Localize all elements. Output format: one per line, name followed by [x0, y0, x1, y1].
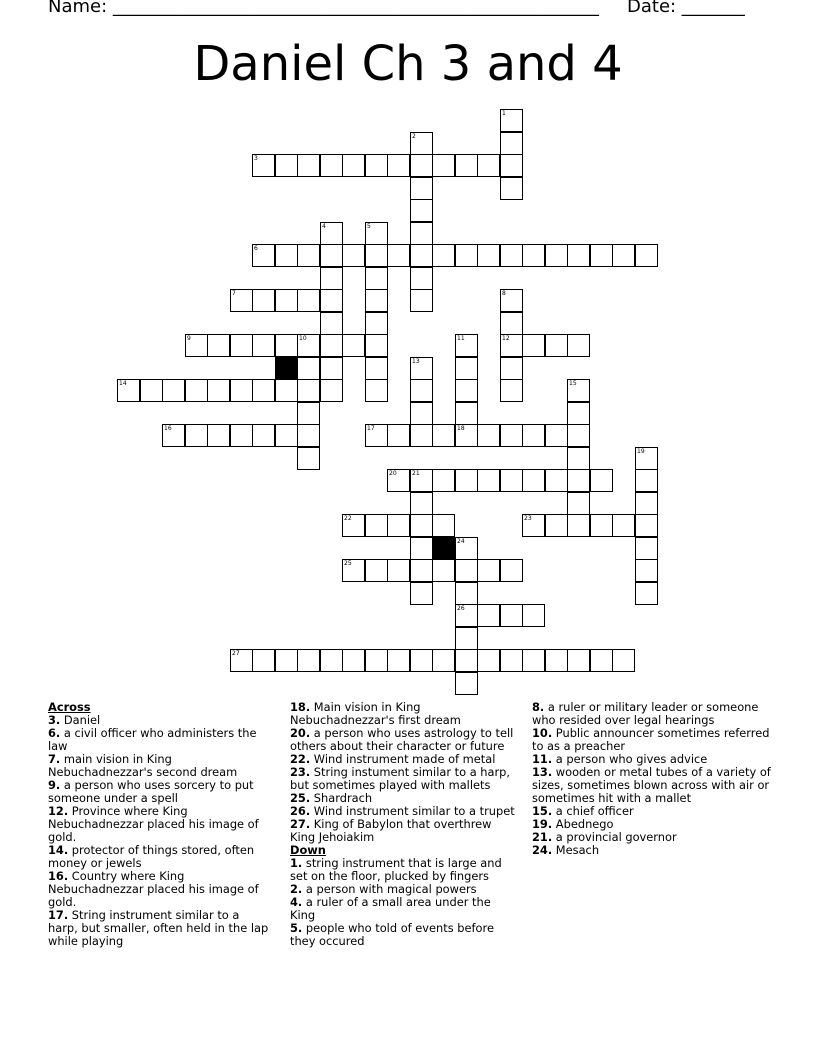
clue-number: 14: [119, 380, 127, 387]
date-field: Date: _______: [627, 0, 745, 17]
black-square: [275, 357, 298, 380]
clue-number: 17: [367, 425, 375, 432]
clue-number: 4: [322, 223, 326, 230]
grid-cell[interactable]: [410, 177, 433, 200]
grid-cell[interactable]: [590, 469, 613, 492]
clue-text: protector of things stored, often money or jewels: [48, 843, 255, 870]
grid-cell[interactable]: [387, 649, 410, 672]
grid-cell[interactable]: [342, 559, 365, 582]
grid-cell[interactable]: [500, 244, 523, 267]
clue-number: 21.: [532, 830, 553, 844]
clue-text: wooden or metal tubes of a variety of sizes, sometimes blown across with air or sometimes hit with a mallet: [532, 765, 771, 805]
grid-cell[interactable]: [185, 424, 208, 447]
grid-cell[interactable]: [252, 244, 275, 267]
across-clue: [48, 844, 270, 870]
grid-cell[interactable]: [567, 469, 590, 492]
grid-cell[interactable]: [432, 649, 455, 672]
clue-number: 17.: [48, 908, 69, 922]
grid-cell[interactable]: [500, 424, 523, 447]
clue-text: main vision in King Nebuchadnezzar's second dream: [48, 752, 238, 779]
grid-cell[interactable]: [432, 469, 455, 492]
grid-cell[interactable]: [410, 402, 433, 425]
grid-cell[interactable]: [387, 244, 410, 267]
across-clue: [48, 805, 270, 844]
grid-cell[interactable]: [522, 514, 545, 537]
clue-text: Abednego: [552, 817, 614, 831]
grid-cell[interactable]: [252, 379, 275, 402]
grid-cell[interactable]: [500, 109, 523, 132]
down-heading: Down: [290, 843, 326, 857]
clue-text: King of Babylon that overthrew King Jehoiakim: [290, 817, 492, 844]
grid-cell[interactable]: [410, 424, 433, 447]
grid-cell[interactable]: [500, 177, 523, 200]
grid-cell[interactable]: [410, 514, 433, 537]
grid-cell[interactable]: [410, 244, 433, 267]
clue-number: 1: [502, 110, 506, 117]
clue-text: a ruler or military leader or someone who resided over legal hearings: [532, 700, 759, 727]
clue-number: 19: [637, 448, 645, 455]
clue-text: Public announcer sometimes referred to as a preacher: [532, 726, 770, 753]
grid-cell[interactable]: [477, 559, 500, 582]
clue-text: a person with magical powers: [302, 882, 477, 896]
grid-cell[interactable]: [567, 649, 590, 672]
grid-cell[interactable]: [455, 604, 478, 627]
grid-cell[interactable]: [500, 469, 523, 492]
clue-number: 18: [457, 425, 465, 432]
grid-cell[interactable]: [320, 379, 343, 402]
grid-cell[interactable]: [612, 244, 635, 267]
clue-number: 4.: [290, 895, 303, 909]
grid-cell[interactable]: [387, 559, 410, 582]
clue-list: [48, 701, 788, 961]
grid-cell[interactable]: [410, 559, 433, 582]
clue-number: 10.: [532, 726, 553, 740]
grid-cell[interactable]: [455, 244, 478, 267]
grid-cell[interactable]: [567, 334, 590, 357]
grid-cell[interactable]: [342, 244, 365, 267]
name-field: Name: ______________________________________________________: [48, 0, 599, 17]
grid-cell[interactable]: [275, 649, 298, 672]
grid-cell[interactable]: [545, 649, 568, 672]
clue-text: people who told of events before they occured: [290, 921, 494, 948]
clue-number: 16: [164, 425, 172, 432]
grid-cell[interactable]: [455, 537, 478, 560]
grid-cell[interactable]: [545, 244, 568, 267]
clue-column-2: [290, 701, 518, 948]
clue-number: 27.: [290, 817, 311, 831]
across-clue: [48, 779, 270, 805]
grid-cell[interactable]: [455, 154, 478, 177]
grid-cell[interactable]: [320, 649, 343, 672]
grid-cell[interactable]: [207, 334, 230, 357]
clue-number: 22.: [290, 752, 311, 766]
grid-cell[interactable]: [297, 334, 320, 357]
clue-number: 22: [344, 515, 352, 522]
grid-cell[interactable]: [410, 199, 433, 222]
grid-cell[interactable]: [410, 154, 433, 177]
across-clue: [48, 870, 270, 909]
grid-cell[interactable]: [522, 244, 545, 267]
grid-cell[interactable]: [410, 357, 433, 380]
clue-text: Country where King Nebuchadnezzar placed his image of gold.: [48, 869, 259, 909]
clue-text: a ruler of a small area under the King: [290, 895, 491, 922]
grid-cell[interactable]: [477, 154, 500, 177]
clue-number: 19.: [532, 817, 553, 831]
grid-cell[interactable]: [590, 514, 613, 537]
grid-cell[interactable]: [297, 289, 320, 312]
grid-cell[interactable]: [410, 379, 433, 402]
clue-number: 9: [187, 335, 191, 342]
grid-cell[interactable]: [320, 267, 343, 290]
clue-number: 12.: [48, 804, 69, 818]
clue-number: 23: [524, 515, 532, 522]
grid-cell[interactable]: [252, 649, 275, 672]
across-clue: [290, 766, 518, 792]
grid-cell[interactable]: [545, 424, 568, 447]
grid-cell[interactable]: [545, 514, 568, 537]
grid-cell[interactable]: [477, 424, 500, 447]
grid-cell[interactable]: [320, 312, 343, 335]
clue-text: Wind instrument similar to a trupet: [310, 804, 515, 818]
grid-cell[interactable]: [162, 424, 185, 447]
grid-cell[interactable]: [545, 334, 568, 357]
grid-cell[interactable]: [365, 244, 388, 267]
across-clue: [48, 753, 270, 779]
grid-cell[interactable]: [252, 289, 275, 312]
grid-cell[interactable]: [522, 424, 545, 447]
clue-text: Wind instrument made of metal: [310, 752, 496, 766]
clue-column-3: [532, 701, 772, 857]
grid-cell[interactable]: [477, 244, 500, 267]
clue-text: Shardrach: [310, 791, 373, 805]
grid-cell[interactable]: [500, 312, 523, 335]
grid-cell[interactable]: [297, 424, 320, 447]
clue-number: 23.: [290, 765, 311, 779]
clue-text: Daniel: [60, 713, 101, 727]
grid-cell[interactable]: [477, 604, 500, 627]
grid-cell[interactable]: [635, 559, 658, 582]
grid-cell[interactable]: [410, 267, 433, 290]
grid-cell[interactable]: [342, 514, 365, 537]
clue-number: 13.: [532, 765, 553, 779]
clue-number: 11: [457, 335, 465, 342]
clue-number: 2: [412, 133, 416, 140]
grid-cell[interactable]: [635, 244, 658, 267]
clue-text: a person who gives advice: [552, 752, 708, 766]
clue-number: 16.: [48, 869, 69, 883]
grid-cell[interactable]: [410, 132, 433, 155]
grid-cell[interactable]: [590, 649, 613, 672]
grid-cell[interactable]: [185, 379, 208, 402]
clue-number: 6: [254, 245, 258, 252]
grid-cell[interactable]: [455, 672, 478, 695]
grid-cell[interactable]: [252, 154, 275, 177]
grid-cell[interactable]: [500, 154, 523, 177]
grid-cell[interactable]: [365, 222, 388, 245]
grid-cell[interactable]: [275, 379, 298, 402]
grid-cell[interactable]: [635, 492, 658, 515]
grid-cell[interactable]: [455, 402, 478, 425]
grid-cell[interactable]: [342, 649, 365, 672]
clue-number: 24: [457, 538, 465, 545]
clue-text: Mesach: [552, 843, 600, 857]
down-clue: [532, 844, 772, 857]
across-clue: [48, 727, 270, 753]
grid-cell[interactable]: [455, 334, 478, 357]
grid-cell[interactable]: [455, 627, 478, 650]
grid-cell[interactable]: [500, 649, 523, 672]
clue-number: 15: [569, 380, 577, 387]
grid-cell[interactable]: [635, 582, 658, 605]
grid-cell[interactable]: [297, 357, 320, 380]
grid-cell[interactable]: [455, 649, 478, 672]
across-clue: [290, 701, 518, 727]
clue-text: Main vision in King Nebuchadnezzar's first dream: [290, 700, 461, 727]
clue-text: String instument similar to a harp, but sometimes played with mallets: [290, 765, 511, 792]
grid-cell[interactable]: [387, 424, 410, 447]
grid-cell[interactable]: [410, 469, 433, 492]
grid-cell[interactable]: [567, 424, 590, 447]
grid-cell[interactable]: [455, 424, 478, 447]
grid-cell[interactable]: [500, 379, 523, 402]
across-clue: [290, 818, 518, 844]
clue-number: 26: [457, 605, 465, 612]
grid-cell[interactable]: [365, 312, 388, 335]
clue-text: Province where King Nebuchadnezzar placed his image of gold.: [48, 804, 259, 844]
grid-cell[interactable]: [365, 267, 388, 290]
grid-cell[interactable]: [275, 289, 298, 312]
grid-cell[interactable]: [500, 132, 523, 155]
grid-cell[interactable]: [455, 379, 478, 402]
grid-cell[interactable]: [477, 649, 500, 672]
grid-cell[interactable]: [140, 379, 163, 402]
grid-cell[interactable]: [162, 379, 185, 402]
grid-cell[interactable]: [365, 559, 388, 582]
grid-cell[interactable]: [297, 402, 320, 425]
clue-number: 7.: [48, 752, 61, 766]
grid-cell[interactable]: [567, 244, 590, 267]
grid-cell[interactable]: [545, 469, 568, 492]
grid-cell[interactable]: [365, 379, 388, 402]
clue-number: 1.: [290, 856, 303, 870]
grid-cell[interactable]: [365, 424, 388, 447]
grid-cell[interactable]: [230, 379, 253, 402]
grid-cell[interactable]: [117, 379, 140, 402]
grid-cell[interactable]: [455, 357, 478, 380]
grid-cell[interactable]: [455, 582, 478, 605]
grid-cell[interactable]: [320, 289, 343, 312]
clue-number: 21: [412, 470, 420, 477]
clue-number: 13: [412, 358, 420, 365]
grid-cell[interactable]: [410, 649, 433, 672]
grid-cell[interactable]: [522, 649, 545, 672]
grid-cell[interactable]: [275, 244, 298, 267]
grid-cell[interactable]: [432, 514, 455, 537]
grid-cell[interactable]: [410, 582, 433, 605]
grid-cell[interactable]: [477, 469, 500, 492]
down-clue: [290, 922, 518, 948]
grid-cell[interactable]: [365, 514, 388, 537]
grid-cell[interactable]: [252, 424, 275, 447]
grid-cell[interactable]: [320, 334, 343, 357]
grid-cell[interactable]: [275, 334, 298, 357]
clue-text: a person who uses sorcery to put someone under a spell: [48, 778, 254, 805]
grid-cell[interactable]: [635, 537, 658, 560]
grid-cell[interactable]: [275, 424, 298, 447]
black-square: [432, 537, 455, 560]
grid-cell[interactable]: [432, 244, 455, 267]
grid-cell[interactable]: [230, 334, 253, 357]
grid-cell[interactable]: [207, 424, 230, 447]
grid-cell[interactable]: [612, 514, 635, 537]
down-clue: [290, 896, 518, 922]
page-title: Daniel Ch 3 and 4: [193, 36, 623, 92]
grid-cell[interactable]: [320, 244, 343, 267]
grid-cell[interactable]: [410, 222, 433, 245]
grid-cell[interactable]: [342, 154, 365, 177]
grid-cell[interactable]: [342, 334, 365, 357]
grid-cell[interactable]: [387, 469, 410, 492]
grid-cell[interactable]: [365, 649, 388, 672]
clue-number: 10: [299, 335, 307, 342]
grid-cell[interactable]: [320, 222, 343, 245]
clue-number: 12: [502, 335, 510, 342]
clue-number: 2.: [290, 882, 303, 896]
clue-number: 27: [232, 650, 240, 657]
grid-cell[interactable]: [432, 424, 455, 447]
grid-cell[interactable]: [635, 514, 658, 537]
grid-cell[interactable]: [567, 447, 590, 470]
grid-cell[interactable]: [297, 154, 320, 177]
down-clue: [532, 701, 772, 727]
grid-cell[interactable]: [207, 379, 230, 402]
clue-number: 25.: [290, 791, 311, 805]
clue-number: 6.: [48, 726, 61, 740]
grid-cell[interactable]: [230, 424, 253, 447]
down-clue: [532, 727, 772, 753]
clue-number: 5: [367, 223, 371, 230]
grid-cell[interactable]: [500, 559, 523, 582]
clue-number: 3: [254, 155, 258, 162]
across-clue: [290, 727, 518, 753]
grid-cell[interactable]: [410, 537, 433, 560]
grid-cell[interactable]: [590, 244, 613, 267]
grid-cell[interactable]: [567, 514, 590, 537]
grid-cell[interactable]: [432, 154, 455, 177]
grid-cell[interactable]: [500, 357, 523, 380]
clue-number: 14.: [48, 843, 69, 857]
clue-text: a chief officer: [552, 804, 634, 818]
grid-cell[interactable]: [365, 357, 388, 380]
grid-cell[interactable]: [185, 334, 208, 357]
clue-number: 8.: [532, 700, 545, 714]
clue-number: 3.: [48, 713, 61, 727]
clue-number: 24.: [532, 843, 553, 857]
grid-cell[interactable]: [320, 357, 343, 380]
grid-cell[interactable]: [635, 447, 658, 470]
grid-cell[interactable]: [567, 492, 590, 515]
clue-text: String instrument similar to a harp, but smaller, often held in the lap while playing: [48, 908, 269, 948]
clue-number: 20: [389, 470, 397, 477]
grid-cell[interactable]: [230, 649, 253, 672]
clue-text: a provincial governor: [552, 830, 677, 844]
grid-cell[interactable]: [297, 649, 320, 672]
grid-cell[interactable]: [365, 289, 388, 312]
clue-column-1: [48, 701, 270, 948]
down-clue: [532, 766, 772, 805]
grid-cell[interactable]: [500, 334, 523, 357]
clue-number: 5.: [290, 921, 303, 935]
clue-number: 25: [344, 560, 352, 567]
grid-cell[interactable]: [275, 154, 298, 177]
grid-cell[interactable]: [500, 289, 523, 312]
clue-text: a person who uses astrology to tell others about their character or future: [290, 726, 514, 753]
grid-cell[interactable]: [522, 334, 545, 357]
grid-cell[interactable]: [230, 289, 253, 312]
grid-cell[interactable]: [500, 604, 523, 627]
grid-cell[interactable]: [297, 447, 320, 470]
clue-number: 8: [502, 290, 506, 297]
clue-number: 9.: [48, 778, 61, 792]
across-clue: [48, 909, 270, 948]
grid-cell[interactable]: [522, 604, 545, 627]
clue-text: a civil officer who administers the law: [48, 726, 257, 753]
grid-cell[interactable]: [522, 469, 545, 492]
clue-number: 26.: [290, 804, 311, 818]
clue-number: 7: [232, 290, 236, 297]
grid-cell[interactable]: [432, 559, 455, 582]
grid-cell[interactable]: [410, 492, 433, 515]
grid-cell[interactable]: [387, 514, 410, 537]
clue-number: 20.: [290, 726, 311, 740]
grid-cell[interactable]: [455, 559, 478, 582]
clue-text: string instrument that is large and set on the floor, plucked by fingers: [290, 856, 502, 883]
grid-cell[interactable]: [635, 469, 658, 492]
grid-cell[interactable]: [455, 469, 478, 492]
grid-cell[interactable]: [365, 154, 388, 177]
grid-cell[interactable]: [387, 154, 410, 177]
down-clue: [290, 857, 518, 883]
clue-number: 15.: [532, 804, 553, 818]
grid-cell[interactable]: [410, 289, 433, 312]
clue-number: 18.: [290, 700, 311, 714]
grid-cell[interactable]: [297, 244, 320, 267]
clue-number: 11.: [532, 752, 553, 766]
grid-cell[interactable]: [365, 334, 388, 357]
grid-cell[interactable]: [612, 649, 635, 672]
grid-cell[interactable]: [297, 379, 320, 402]
grid-cell[interactable]: [320, 154, 343, 177]
across-heading: Across: [48, 700, 91, 714]
grid-cell[interactable]: [252, 334, 275, 357]
grid-cell[interactable]: [567, 379, 590, 402]
grid-cell[interactable]: [567, 402, 590, 425]
